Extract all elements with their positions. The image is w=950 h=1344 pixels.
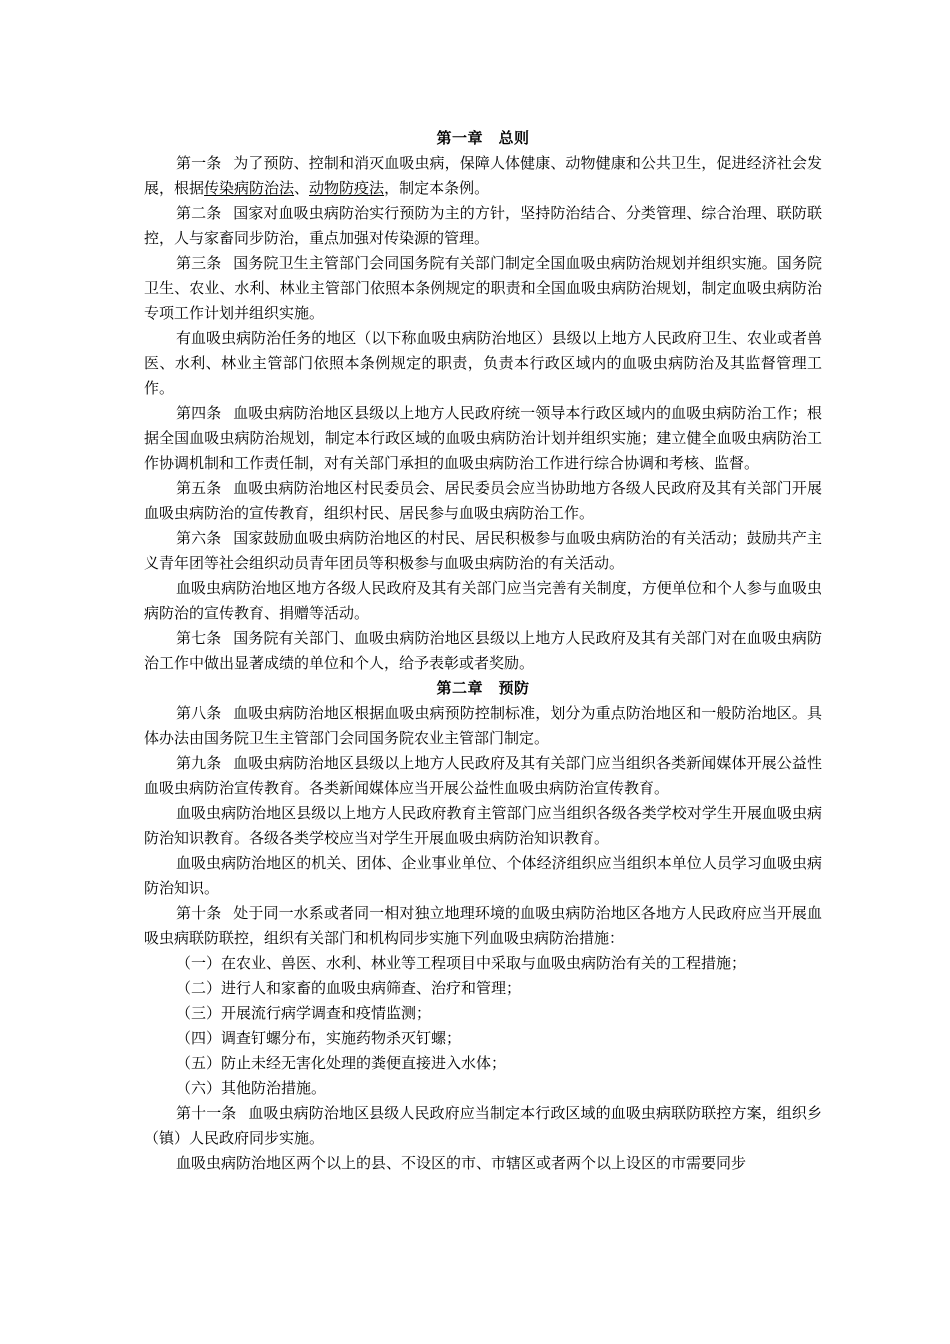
article-10-item-2: （二）进行人和家畜的血吸虫病筛查、治疗和管理；	[176, 979, 522, 997]
article-1-text-a: 为了预防、控制和消灭血吸虫病，保障人体健康、动物健康和公共卫生，促进经济社会发展，根据	[144, 154, 822, 197]
chapter-1-heading: 第一章 总则	[436, 129, 530, 147]
article-3-label: 第三条	[176, 254, 222, 272]
article-9-paragraph-3: 血吸虫病防治地区的机关、团体、企业事业单位、个体经济组织应当组织本单位人员学习血吸虫病防治知识。	[144, 854, 822, 897]
article-8-label: 第八条	[176, 704, 222, 722]
article-1-label: 第一条	[176, 154, 222, 172]
article-10-item-4: （四）调查钉螺分布，实施药物杀灭钉螺；	[176, 1029, 462, 1047]
article-5-text: 血吸虫病防治地区村民委员会、居民委员会应当协助地方各级人民政府及其有关部门开展血吸虫病防治的宣传教育，组织村民、居民参与血吸虫病防治工作。	[144, 479, 822, 522]
article-2-label: 第二条	[176, 204, 222, 222]
article-7	[144, 626, 822, 676]
article-8	[144, 701, 822, 751]
article-9-text: 血吸虫病防治地区县级以上地方人民政府及其有关部门应当组织各类新闻媒体开展公益性血吸虫病防治宣传教育。各类新闻媒体应当开展公益性血吸虫病防治宣传教育。	[144, 754, 822, 797]
article-7-text: 国务院有关部门、血吸虫病防治地区县级以上地方人民政府及其有关部门对在血吸虫病防治工作中做出显著成绩的单位和个人，给予表彰或者奖励。	[144, 629, 822, 672]
article-10	[144, 901, 822, 951]
article-6	[144, 526, 822, 576]
article-10-text: 处于同一水系或者同一相对独立地理环境的血吸虫病防治地区各地方人民政府应当开展血吸虫病联防联控，组织有关部门和机构同步实施下列血吸虫病防治措施：	[144, 904, 822, 947]
article-5	[144, 476, 822, 526]
article-3-paragraph-2: 有血吸虫病防治任务的地区（以下称血吸虫病防治地区）县级以上地方人民政府卫生、农业或者兽医、水利、林业主管部门依照本条例规定的职责，负责本行政区域内的血吸虫病防治及其监督管理工作。	[144, 329, 822, 397]
article-4-label: 第四条	[176, 404, 222, 422]
article-6-text: 国家鼓励血吸虫病防治地区的村民、居民积极参与血吸虫病防治的有关活动；鼓励共产主义青年团等社会组织动员青年团员等积极参与血吸虫病防治的有关活动。	[144, 529, 822, 572]
article-10-label: 第十条	[176, 904, 222, 922]
article-9	[144, 751, 822, 801]
article-3-text: 国务院卫生主管部门会同国务院有关部门制定全国血吸虫病防治规划并组织实施。国务院卫生、农业、水利、林业主管部门依照本条例规定的职责和全国血吸虫病防治规划，制定血吸虫病防治专项工作计划并组织实施。	[144, 254, 822, 322]
article-6-label: 第六条	[176, 529, 222, 547]
article-9-paragraph-2: 血吸虫病防治地区县级以上地方人民政府教育主管部门应当组织各级各类学校对学生开展血吸虫病防治知识教育。各级各类学校应当对学生开展血吸虫病防治知识教育。	[144, 804, 822, 847]
article-4	[144, 401, 822, 476]
law-link-animal-epidemic[interactable]: 动物防疫法	[309, 179, 385, 197]
article-1-text-b: ，制定本条例。	[384, 179, 490, 197]
article-10-item-6: （六）其他防治措施。	[176, 1079, 327, 1097]
article-1-separator: 、	[294, 179, 310, 197]
article-10-item-1: （一）在农业、兽医、水利、林业等工程项目中采取与血吸虫病防治有关的工程措施；	[176, 954, 747, 972]
article-8-text: 血吸虫病防治地区根据血吸虫病预防控制标准，划分为重点防治地区和一般防治地区。具体办法由国务院卫生主管部门会同国务院农业主管部门制定。	[144, 704, 822, 747]
article-10-item-3: （三）开展流行病学调查和疫情监测；	[176, 1004, 432, 1022]
article-5-label: 第五条	[176, 479, 222, 497]
article-11-label: 第十一条	[176, 1104, 237, 1122]
article-11-paragraph-2: 血吸虫病防治地区两个以上的县、不设区的市、市辖区或者两个以上设区的市需要同步	[176, 1154, 747, 1172]
article-3	[144, 251, 822, 326]
law-link-infectious-disease[interactable]: 传染病防治法	[204, 179, 295, 197]
article-11	[144, 1101, 822, 1151]
article-10-item-5: （五）防止未经无害化处理的粪便直接进入水体；	[176, 1054, 507, 1072]
chapter-2-heading: 第二章 预防	[436, 679, 530, 697]
article-2	[144, 201, 822, 251]
article-6-paragraph-2: 血吸虫病防治地区地方各级人民政府及其有关部门应当完善有关制度，方便单位和个人参与血吸虫病防治的宣传教育、捐赠等活动。	[144, 579, 822, 622]
article-11-text: 血吸虫病防治地区县级人民政府应当制定本行政区域的血吸虫病联防联控方案，组织乡（镇）人民政府同步实施。	[144, 1104, 822, 1147]
article-7-label: 第七条	[176, 629, 222, 647]
article-4-text: 血吸虫病防治地区县级以上地方人民政府统一领导本行政区域内的血吸虫病防治工作；根据全国血吸虫病防治规划，制定本行政区域的血吸虫病防治计划并组织实施；建立健全血吸虫病防治工作协调机制和工作责任制，对有关部门承担的血吸虫病防治工作进行综合协调和考核、监督。	[144, 404, 822, 472]
article-9-label: 第九条	[176, 754, 222, 772]
article-2-text: 国家对血吸虫病防治实行预防为主的方针，坚持防治结合、分类管理、综合治理、联防联控，人与家畜同步防治，重点加强对传染源的管理。	[144, 204, 822, 247]
article-1	[144, 151, 822, 201]
